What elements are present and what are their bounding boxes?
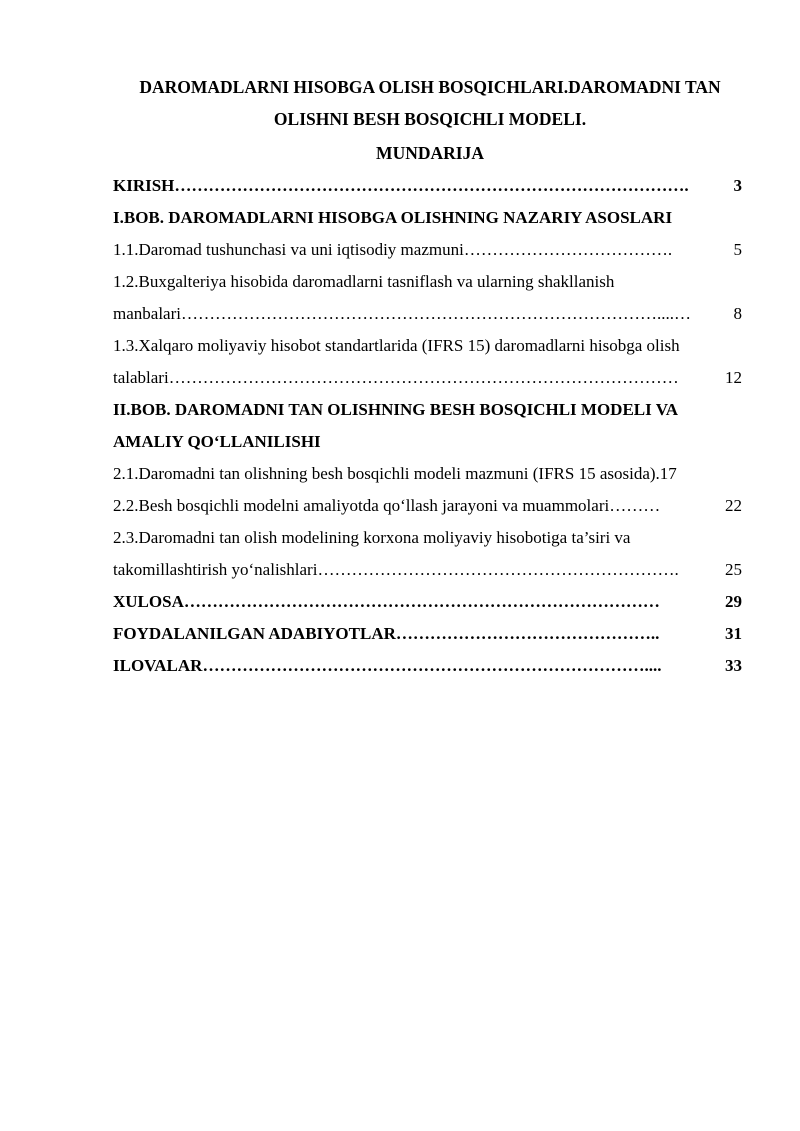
toc-chapter-2-line-1[interactable]: II.BOB. DAROMADNI TAN OLISHNING BESH BOSQICHLI MODELI VA — [113, 400, 679, 419]
toc-chapter-1[interactable]: I.BOB. DAROMADLARNI HISOBGA OLISHNING NAZARIY ASOSLARI — [113, 208, 673, 227]
toc-leader-dots: ……… — [609, 496, 661, 515]
toc-page-number: 25 — [725, 560, 742, 579]
toc-leader-dots: ………………………………………………………. — [317, 560, 679, 579]
toc-entry-adabiyotlar[interactable] — [113, 623, 742, 645]
toc-page-number: 29 — [725, 592, 742, 611]
toc-entry-1-3[interactable] — [113, 367, 742, 389]
toc-entry-xulosa[interactable] — [113, 591, 742, 613]
toc-leader-dots: ……………………………………………………………………………… — [168, 368, 679, 387]
toc-entry-2-2[interactable] — [113, 495, 742, 517]
toc-entry-label: FOYDALANILGAN ADABIYOTLAR — [113, 624, 396, 643]
toc-page-number: 22 — [725, 496, 742, 515]
toc-entry-label: KIRISH — [113, 176, 175, 195]
toc-page-number: 3 — [733, 176, 742, 195]
toc-chapter-2-line-2[interactable]: AMALIY QO‘LLANILISHI — [113, 432, 321, 451]
toc-entry-label: 1.1.Daromad tushunchasi va uni iqtisodiy mazmuni — [113, 240, 464, 259]
toc-entry-2-3[interactable] — [113, 559, 742, 581]
toc-page-number: 8 — [733, 304, 742, 323]
toc-entry-2-3-line-1[interactable]: 2.3.Daromadni tan olish modelining korxona moliyaviy hisobotiga ta’siri va — [113, 528, 631, 547]
toc-entry-label: ILOVALAR — [113, 656, 203, 675]
toc-entry-label: talablari — [113, 368, 169, 387]
toc-entry-2-1[interactable] — [113, 463, 742, 485]
toc-leader-dots: …………………………………………………………………….... — [202, 656, 662, 675]
toc-entry-label: 2.2.Besh bosqichli modelni amaliyotda qo‘llash jarayoni va muammolari — [113, 496, 610, 515]
toc-page-number: 12 — [725, 368, 742, 387]
toc-entry-1-2-line-1[interactable]: 1.2.Buxgalteriya hisobida daromadlarni tasniflash va ularning shakllanish — [113, 272, 615, 291]
toc-leader-dots: ………………………………………………………………………………. — [174, 176, 689, 195]
document-title-line-2: OLISHNI BESH BOSQICHLI MODELI. — [273, 109, 587, 129]
toc-entry-1-3-line-1[interactable]: 1.3.Xalqaro moliyaviy hisobot standartlarida (IFRS 15) daromadlarni hisobga olish — [113, 336, 680, 355]
toc-entry-label: takomillashtirish yo‘nalishlari — [113, 560, 318, 579]
toc-page-number: 5 — [733, 240, 742, 259]
toc-page-number: 31 — [725, 624, 742, 643]
toc-heading: MUNDARIJA — [376, 143, 484, 163]
toc-leader-dots: ………………………………………………………………………… — [183, 592, 660, 611]
toc-entry-label: manbalari — [113, 304, 181, 323]
toc-page-number: 33 — [725, 656, 742, 675]
toc-entry-1-2[interactable] — [113, 303, 742, 325]
toc-entry-label: XULOSA — [113, 592, 184, 611]
document-title-line-1: DAROMADLARNI HISOBGA OLISH BOSQICHLARI.DAROMADNI TAN — [139, 77, 721, 97]
toc-leader-dots: ……………………………………….. — [395, 624, 660, 643]
toc-entry-kirish[interactable] — [113, 175, 742, 197]
toc-leader-dots: ………………………………. — [463, 240, 673, 259]
toc-leader-dots: …………………………………………………………………………....… — [180, 304, 691, 323]
toc-page-number: 17 — [659, 464, 677, 483]
toc-entry-1-1[interactable] — [113, 239, 742, 261]
toc-entry-ilovalar[interactable] — [113, 655, 742, 677]
toc-entry-label: 2.1.Daromadni tan olishning besh bosqichli modeli mazmuni (IFRS 15 asosida). — [113, 464, 660, 483]
